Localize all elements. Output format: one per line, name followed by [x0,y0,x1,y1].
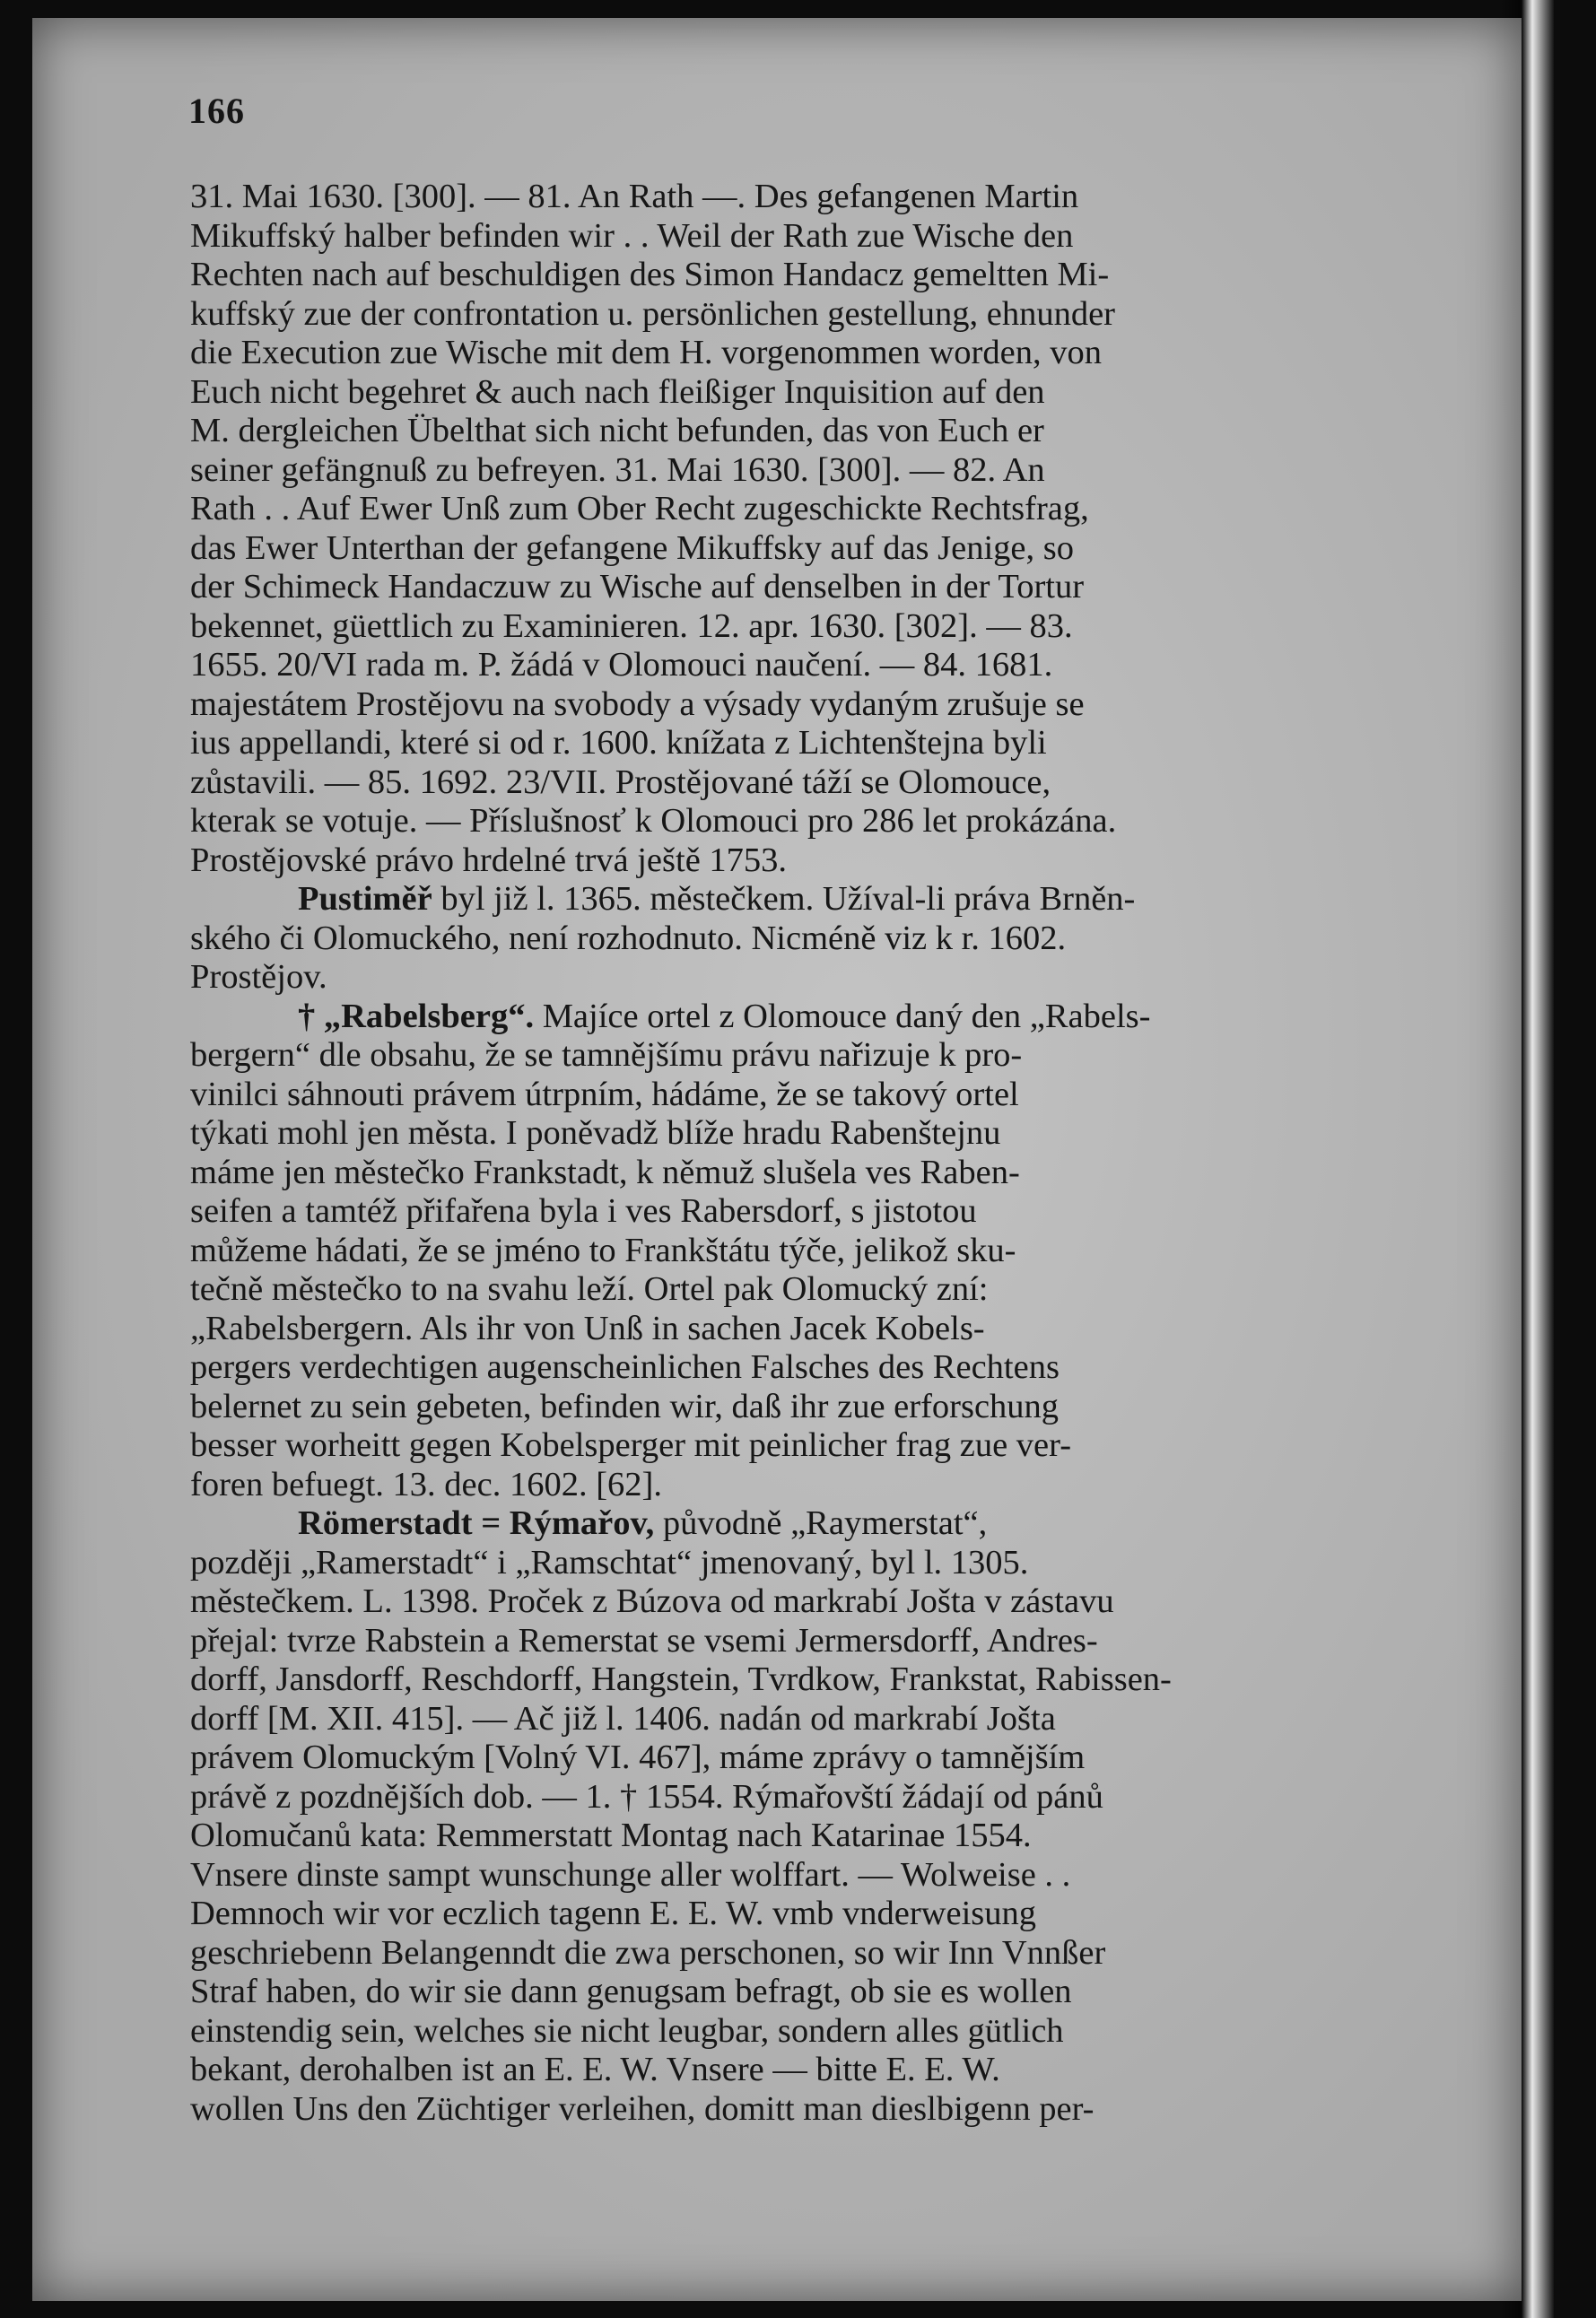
text-line: ského či Olomuckého, není rozhodnuto. Nicméně viz k r. 1602. [190,919,1067,957]
page-number: 166 [188,91,245,131]
text-line: der Schimeck Handaczuw zu Wische auf denselben in der Tortur [190,568,1085,606]
dagger-symbol: † [298,997,316,1035]
text-line: Demnoch wir vor eczlich tagenn E. E. W. vmb vnderweisung [190,1895,1037,1932]
rabelsberg-entry-line [190,998,1383,1037]
text-line: geschriebenn Belangenndt die zwa perschonen, so wir Inn Vnnßer [190,1933,1106,1972]
text-line: přejal: tvrze Rabstein a Remerstat se vsemi Jermersdorff, Andres- [190,1621,1098,1660]
text-line: „Rabelsbergern. Als ihr von Unß in sachen Jacek Kobels- [190,1309,985,1347]
pustimer-heading: Pustiměř [298,880,432,918]
text-line: Euch nicht begehret & auch nach fleißiger Inquisition auf den [190,372,1045,411]
text-line: týkati mohl jen města. I poněvadž blíže hradu Rabenštejnu [190,1114,1001,1152]
romerstadt-entry-line [190,1504,1383,1544]
text-line: foren befuegt. 13. dec. 1602. [62]. [190,1465,662,1503]
text-line: právem Olomuckým [Volný VI. 467], máme zprávy o tamnějším [190,1738,1086,1776]
text-line: seiner gefängnuß zu befreyen. 31. Mai 1630. [300]. — 82. An [190,450,1045,489]
text-line: pergers verdechtigen augenscheinlichen Falsches des Rechtens [190,1348,1060,1386]
text-line: právě z pozdnějších dob. — 1. † 1554. Rýmařovští žádají od pánů [190,1777,1103,1816]
text-line: městečkem. L. 1398. Proček z Búzova od markrabí Jošta v zástavu [190,1582,1114,1620]
text-line: einstendig sein, welches sie nicht leugbar, sondern alles gütlich [190,2011,1064,2050]
text-line: Rechten nach auf beschuldigen des Simon Handacz gemeltten Mi- [190,256,1110,293]
pustimer-entry-line [190,880,1383,919]
text-line: Straf haben, do wir sie dann genugsam befragt, ob sie es wollen [190,1973,1072,2010]
text-line: zůstavili. — 85. 1692. 23/VII. Prostějované táží se Olomouce, [190,762,1051,801]
text-line: Mikuffský halber befinden wir . . Weil der Rath zue Wische den [190,216,1074,255]
romerstadt-heading: Römerstadt = Rýmařov, [298,1504,655,1542]
text-line: bekant, derohalben ist an E. E. W. Vnsere — bitte E. E. W. [190,2051,1000,2088]
text-line: Rath . . Auf Ewer Unß zum Ober Recht zugeschickte Rechtsfrag, [190,490,1089,527]
text-line: majestátem Prostějovu na svobody a výsady vydaným zrušuje se [190,684,1085,723]
text-line: bekennet, güettlich zu Examinieren. 12. apr. 1630. [302]. — 83. [190,606,1073,645]
text-line: později „Ramerstadt“ i „Ramschtat“ jmenovaný, byl l. 1305. [190,1543,1029,1582]
text-line: máme jen městečko Frankstadt, k němuž slušela ves Raben- [190,1153,1020,1191]
text-line: wollen Uns den Züchtiger verleihen, domitt man dieslbigenn per- [190,2089,1095,2128]
romerstadt-text: původně „Raymerstat“, [654,1504,988,1542]
text-line: 31. Mai 1630. [300]. — 81. An Rath —. Des gefangenen Martin [190,178,1079,215]
rabelsberg-text: Majíce ortel z Olomouce daný den „Rabels- [534,997,1151,1035]
text-line: seifen a tamtéž přifařena byla i ves Rabersdorf, s jistotou [190,1192,977,1230]
text-line: belernet zu sein gebeten, befinden wir, daß ihr zue erforschung [190,1387,1060,1425]
text-line: můžeme hádati, že se jméno to Frankštátu týče, jelikož sku- [190,1231,1016,1269]
text-line: kuffský zue der confrontation u. persönlichen gestellung, ehnunder [190,294,1116,333]
text-line: die Execution zue Wische mit dem H. vorgenommen worden, von [190,334,1102,371]
text-line: vinilci sáhnouti právem útrpním, hádáme, že se takový ortel [190,1075,1019,1113]
rabelsberg-heading: „Rabelsberg“. [315,997,535,1035]
text-line: dorff, Jansdorff, Reschdorff, Hangstein, Tvrdkow, Frankstat, Rabissen- [190,1660,1172,1698]
text-line: dorff [M. XII. 415]. — Ač již l. 1406. nadán od markrabí Jošta [190,1699,1056,1738]
text-line: ius appellandi, které si od r. 1600. knížata z Lichtenštejna byli [190,724,1047,762]
text-line: Vnsere dinste sampt wunschunge aller wolffart. — Wolweise . . [190,1855,1071,1894]
text-line: 1655. 20/VI rada m. P. žádá v Olomouci naučení. — 84. 1681. [190,646,1053,684]
text-line: das Ewer Unterthan der gefangene Mikuffsky auf das Jenige, so [190,528,1075,567]
text-line: besser worheitt gegen Kobelsperger mit peinlicher frag zue ver- [190,1426,1072,1464]
text-line: bergern“ dle obsahu, že se tamnějšímu právu nařizuje k pro- [190,1036,1023,1074]
text-line: M. dergleichen Übelthat sich nicht befunden, das von Euch er [190,412,1044,449]
text-line: Prostějov. [190,958,327,996]
page-body [190,178,1383,2129]
text-line: Prostějovské právo hrdelné trvá ještě 1753. [190,841,788,879]
text-line: tečně městečko to na svahu leží. Ortel pak Olomucký zní: [190,1270,989,1308]
pustimer-text: byl již l. 1365. městečkem. Užíval-li práva Brněn- [432,880,1136,918]
text-line: kterak se votuje. — Příslušnosť k Olomouci pro 286 let prokázána. [190,802,1117,840]
text-line: Olomučanů kata: Remmerstatt Montag nach Katarinae 1554. [190,1817,1032,1854]
